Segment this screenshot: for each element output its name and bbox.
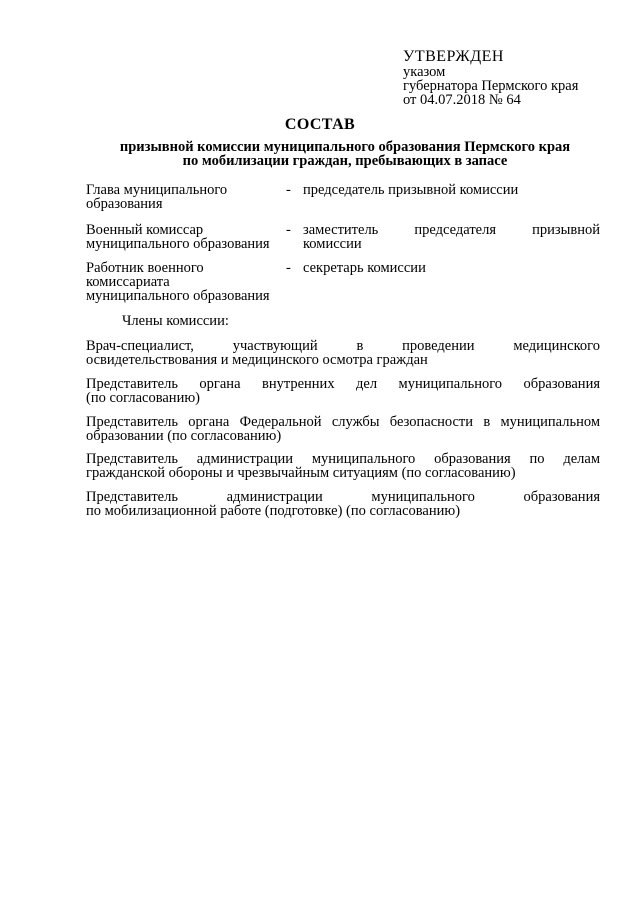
role-dash: - [286,182,291,198]
role-name [86,223,281,251]
role-duty [303,223,600,251]
role-name-line: Военный комиссар [86,222,204,238]
member-line: Врач-специалист, участвующий в проведении медицинского [86,338,600,354]
role-duty [303,261,600,275]
member-line: образовании (по согласованию) [86,428,282,444]
approval-title: УТВЕРЖДЕН [403,48,504,65]
role-name-line: Глава муниципального [86,182,228,198]
role-duty-line: председатель призывной комиссии [303,182,519,198]
members-heading: Члены комиссии: [122,313,229,329]
member-line: Представитель администрации муниципального образования по делам [86,451,600,467]
role-duty [303,183,600,197]
member-line: освидетельствования и медицинского осмотра граждан [86,352,428,368]
document-title: СОСТАВ [284,116,356,133]
approval-authority: губернатора Пермского края [403,78,579,94]
member-line: по мобилизационной работе (подготовке) (по согласованию) [86,503,461,519]
document-subtitle [90,140,600,168]
role-duty-line: комиссии [303,236,362,252]
role-name [86,183,281,211]
member-line: Представитель администрации муниципального образования [86,489,600,505]
role-name-line: комиссариата [86,274,170,290]
subtitle-line: призывной комиссии муниципального образования Пермского края [119,139,571,155]
approval-date: от 04.07.2018 № 64 [403,92,521,108]
approval-by: указом [403,64,446,80]
member-item [86,452,600,480]
role-name-line: Работник военного [86,260,204,276]
member-line: Представитель органа внутренних дел муниципального образования [86,376,600,392]
member-item [86,377,600,405]
role-dash: - [286,222,291,238]
approval-stamp [403,48,578,107]
member-item [86,339,600,367]
role-dash: - [286,260,291,276]
role-name-line: муниципального образования [86,236,270,252]
role-name [86,261,281,303]
member-line: (по согласованию) [86,390,200,406]
role-name-line: образования [86,196,163,212]
member-item [86,415,600,443]
member-line: гражданской обороны и чрезвычайным ситуациям (по согласованию) [86,465,516,481]
member-item [86,490,600,518]
role-duty-line: секретарь комиссии [303,260,426,276]
role-name-line: муниципального образования [86,288,270,304]
member-line: Представитель органа Федеральной службы безопасности в муниципальном [86,414,600,430]
role-duty-line: заместитель председателя призывной [303,222,600,238]
subtitle-line: по мобилизации граждан, пребывающих в запасе [182,153,508,169]
